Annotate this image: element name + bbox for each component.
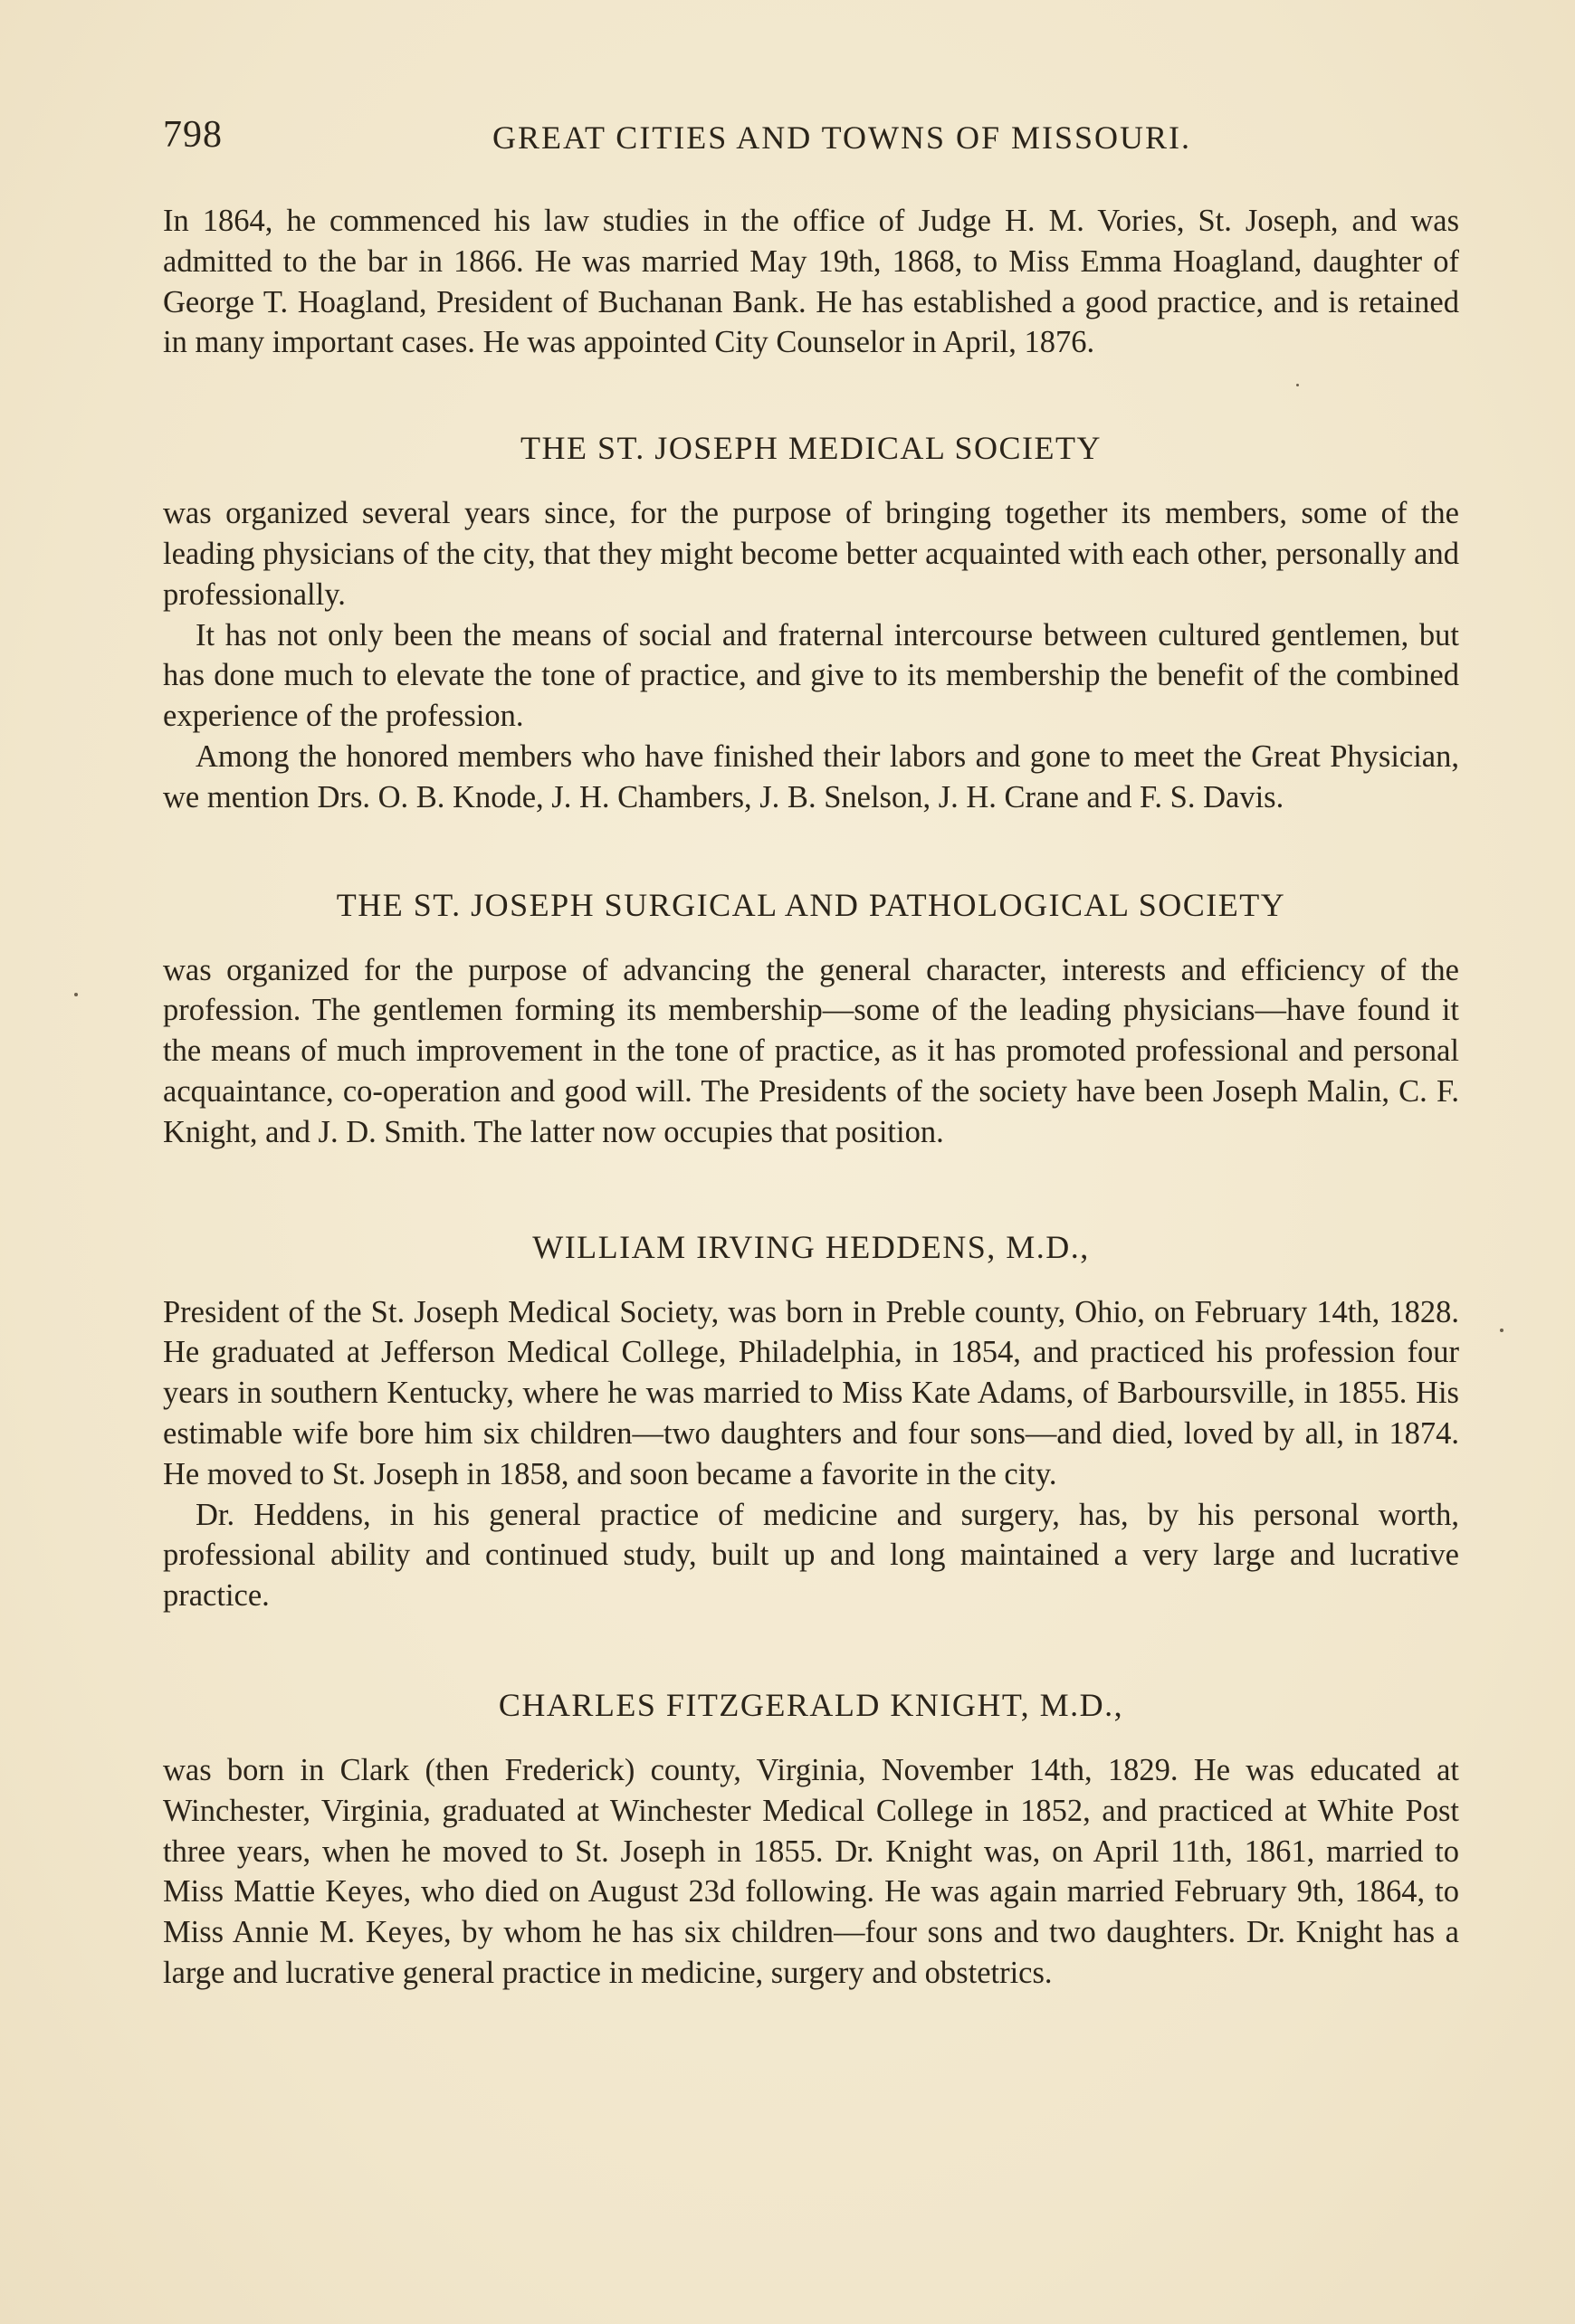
medical-society-heading: THE ST. JOSEPH MEDICAL SOCIETY	[520, 430, 1102, 467]
page-header	[163, 113, 1466, 167]
surgical-society-heading: THE ST. JOSEPH SURGICAL AND PATHOLOGICAL SOCIETY	[336, 886, 1286, 923]
page-number: 798	[163, 114, 223, 156]
heddens-paragraph-2: Dr. Heddens, in his general practice of medicine and surgery, has, by his personal worth, professional ability and continued study, built up and long maintained a very large and lucrative practice.	[163, 1497, 1459, 1614]
paper-speck	[74, 993, 78, 996]
knight-paragraph: was born in Clark (then Frederick) county, Virginia, November 14th, 1829. He was educated at Winchester, Virginia, graduated at Winchester Medical College in 1852, and practiced at White Post three years, when he moved to St. Joseph in 1855. Dr. Knight was, on April 11th, 1861, married to Miss Mattie Keyes, who died on August 23d following. He was again married February 9th, 1864, to Miss Annie M. Keyes, by whom he has six children—four sons and two daughters. Dr. Knight has a large and lucrative general practice in medicine, surgery and obstetrics.	[163, 1752, 1459, 1990]
medical-society-paragraph-2: It has not only been the means of social and fraternal intercourse between cultured gentlemen, but has done much to elevate the tone of practice, and give to its membership the benefit of the combined experience of the profession.	[163, 617, 1459, 734]
paper-speck	[1500, 1329, 1503, 1332]
page-body	[163, 201, 1459, 1994]
running-title: GREAT CITIES AND TOWNS OF MISSOURI.	[492, 119, 1192, 156]
surgical-society-paragraph: was organized for the purpose of advancing the general character, interests and efficiency of the profession. The gentlemen forming its membership—some of the leading physicians—have found it the means of much improvement in the tone of practice, as it has promoted professional and personal acquaintance, co-operation and good will. The Presidents of the society have been Joseph Malin, C. F. Knight, and J. D. Smith. The latter now occupies that position.	[163, 952, 1459, 1149]
intro-paragraph: In 1864, he commenced his law studies in the office of Judge H. M. Vories, St. Joseph, and was admitted to the bar in 1866. He was married May 19th, 1868, to Miss Emma Hoagland, daughter of George T. Hoagland, President of Buchanan Bank. He has established a good practice, and is retained in many important cases. He was appointed City Counselor in April, 1876.	[163, 204, 1459, 360]
heddens-heading: WILLIAM IRVING HEDDENS, M.D.,	[532, 1228, 1090, 1265]
heddens-paragraph-1: President of the St. Joseph Medical Society, was born in Preble county, Ohio, on February 14th, 1828. He graduated at Jefferson Medical College, Philadelphia, in 1854, and practiced his profession four years in southern Kentucky, where he was married to Miss Kate Adams, of Barboursville, in 1855. His estimable wife bore him six children—two daughters and four sons—and died, loved by all, in 1874. He moved to St. Joseph in 1858, and soon became a favorite in the city.	[163, 1294, 1459, 1491]
medical-society-paragraph-3: Among the honored members who have finished their labors and gone to meet the Great Physician, we mention Drs. O. B. Knode, J. H. Chambers, J. B. Snelson, J. H. Crane and F. S. Davis.	[163, 738, 1459, 814]
knight-heading: CHARLES FITZGERALD KNIGHT, M.D.,	[498, 1686, 1124, 1723]
medical-society-paragraph-1: was organized several years since, for the purpose of bringing together its members, some of the leading physicians of the city, that they might become better acquainted with each other, personally and professionally.	[163, 496, 1459, 612]
paper-speck	[1296, 384, 1299, 386]
